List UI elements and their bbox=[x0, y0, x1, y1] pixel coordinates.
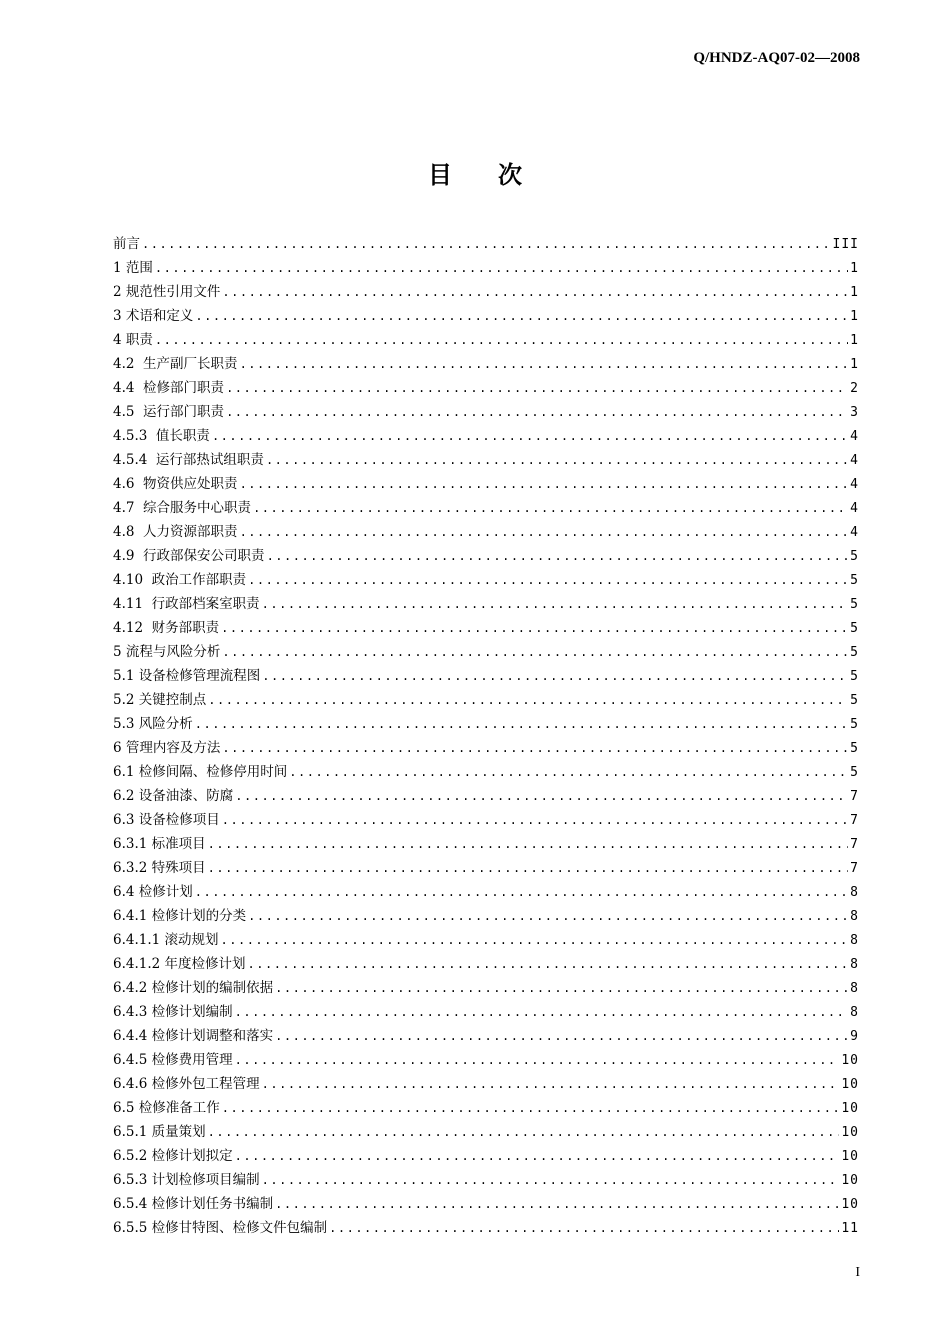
toc-entry-label: 5.3 风险分析 bbox=[113, 716, 193, 732]
toc-entry[interactable] bbox=[113, 616, 859, 640]
toc-leader-dots bbox=[235, 1144, 840, 1168]
toc-entry-page: 1 bbox=[850, 333, 859, 348]
toc-entry-page: 7 bbox=[850, 813, 859, 828]
toc-entry-label: 6.3 设备检修项目 bbox=[113, 812, 220, 828]
toc-entry[interactable] bbox=[113, 328, 859, 352]
toc-entry-page: 5 bbox=[850, 741, 859, 756]
toc-entry[interactable] bbox=[113, 1216, 859, 1240]
toc-entry[interactable] bbox=[113, 568, 859, 592]
toc-entry[interactable] bbox=[113, 1096, 859, 1120]
toc-entry-label: 6.4.3 检修计划编制 bbox=[113, 1004, 233, 1020]
toc-leader-dots bbox=[222, 808, 848, 832]
toc-entry-page: 5 bbox=[850, 669, 859, 684]
toc-entry[interactable] bbox=[113, 1168, 859, 1192]
toc-entry-label: 6.1 检修间隔、检修停用时间 bbox=[113, 764, 288, 780]
toc-leader-dots bbox=[212, 424, 848, 448]
toc-entry[interactable] bbox=[113, 352, 859, 376]
toc-entry[interactable] bbox=[113, 832, 859, 856]
toc-entry-page: 10 bbox=[841, 1197, 859, 1212]
toc-entry-label: 6.4.1 检修计划的分类 bbox=[113, 908, 247, 924]
toc-leader-dots bbox=[208, 832, 849, 856]
toc-entry-label: 6 管理内容及方法 bbox=[113, 740, 221, 756]
toc-entry-label: 6.3.1 标准项目 bbox=[113, 836, 206, 852]
toc-entry-label: 4.2 生产副厂长职责 bbox=[113, 356, 238, 372]
toc-entry-label: 4.7 综合服务中心职责 bbox=[113, 500, 252, 516]
toc-entry-page: 10 bbox=[841, 1053, 859, 1068]
toc-leader-dots bbox=[240, 352, 849, 376]
toc-entry-label: 4.10 政治工作部职责 bbox=[113, 572, 247, 588]
toc-entry-label: 4.5 运行部门职责 bbox=[113, 404, 225, 420]
toc-leader-dots bbox=[267, 544, 849, 568]
toc-entry-label: 5 流程与风险分析 bbox=[113, 644, 221, 660]
toc-leader-dots bbox=[226, 376, 848, 400]
toc-entry-label: 6.5.5 检修甘特图、检修文件包编制 bbox=[113, 1220, 328, 1236]
toc-entry-page: 10 bbox=[841, 1101, 859, 1116]
toc-entry[interactable] bbox=[113, 520, 859, 544]
toc-entry-page: 7 bbox=[850, 837, 859, 852]
toc-entry[interactable] bbox=[113, 952, 859, 976]
toc-entry-label: 前言 bbox=[113, 236, 140, 252]
toc-entry-label: 6.4.1.1 滚动规划 bbox=[113, 932, 219, 948]
toc-leader-dots bbox=[222, 280, 848, 304]
toc-entry[interactable] bbox=[113, 304, 859, 328]
toc-entry-label: 6.4 检修计划 bbox=[113, 884, 193, 900]
toc-entry-page: 5 bbox=[850, 597, 859, 612]
toc-leader-dots bbox=[221, 928, 849, 952]
toc-entry-label: 4.4 检修部门职责 bbox=[113, 380, 225, 396]
toc-entry-page: 1 bbox=[850, 357, 859, 372]
toc-entry-page: 4 bbox=[850, 525, 859, 540]
toc-entry-label: 6.5.1 质量策划 bbox=[113, 1124, 206, 1140]
toc-leader-dots bbox=[253, 496, 848, 520]
toc-entry-label: 2 规范性引用文件 bbox=[113, 284, 221, 300]
toc-entry[interactable] bbox=[113, 904, 859, 928]
toc-leader-dots bbox=[262, 1168, 840, 1192]
toc-entry[interactable] bbox=[113, 496, 859, 520]
toc-entry[interactable] bbox=[113, 736, 859, 760]
toc-entry[interactable] bbox=[113, 376, 859, 400]
toc-entry[interactable] bbox=[113, 880, 859, 904]
toc-entry-label: 6.5.3 计划检修项目编制 bbox=[113, 1172, 260, 1188]
table-of-contents bbox=[113, 232, 859, 1240]
toc-entry-page: 4 bbox=[850, 429, 859, 444]
toc-leader-dots bbox=[208, 688, 848, 712]
toc-entry[interactable] bbox=[113, 592, 859, 616]
toc-entry-page: 9 bbox=[850, 1029, 859, 1044]
toc-leader-dots bbox=[262, 592, 849, 616]
toc-entry-page: 8 bbox=[850, 885, 859, 900]
toc-entry-label: 6.4.2 检修计划的编制依据 bbox=[113, 980, 274, 996]
toc-entry-page: 3 bbox=[850, 405, 859, 420]
toc-leader-dots bbox=[195, 880, 848, 904]
toc-entry-label: 4.5.4 运行部热试组职责 bbox=[113, 452, 264, 468]
toc-entry[interactable] bbox=[113, 664, 859, 688]
toc-entry[interactable] bbox=[113, 1024, 859, 1048]
toc-entry-page: 1 bbox=[850, 261, 859, 276]
toc-entry-label: 6.4.4 检修计划调整和落实 bbox=[113, 1028, 274, 1044]
toc-entry[interactable] bbox=[113, 808, 859, 832]
toc-entry[interactable] bbox=[113, 232, 859, 256]
toc-entry[interactable] bbox=[113, 1048, 859, 1072]
toc-leader-dots bbox=[266, 448, 848, 472]
toc-entry[interactable] bbox=[113, 1192, 859, 1216]
toc-leader-dots bbox=[275, 976, 848, 1000]
toc-leader-dots bbox=[275, 1192, 839, 1216]
toc-entry[interactable] bbox=[113, 472, 859, 496]
toc-entry[interactable] bbox=[113, 1072, 859, 1096]
toc-entry-page: 10 bbox=[841, 1173, 859, 1188]
toc-leader-dots bbox=[240, 472, 849, 496]
toc-entry-label: 6.5 检修准备工作 bbox=[113, 1100, 220, 1116]
toc-entry-label: 6.4.1.2 年度检修计划 bbox=[113, 956, 246, 972]
toc-entry-page: 2 bbox=[850, 381, 859, 396]
toc-entry[interactable] bbox=[113, 1144, 859, 1168]
toc-entry[interactable] bbox=[113, 1120, 859, 1144]
toc-leader-dots bbox=[221, 616, 848, 640]
toc-entry[interactable] bbox=[113, 400, 859, 424]
toc-leader-dots bbox=[222, 736, 848, 760]
toc-leader-dots bbox=[248, 904, 848, 928]
document-code: Q/HNDZ-AQ07-02—2008 bbox=[693, 50, 860, 66]
toc-entry-page: 8 bbox=[850, 981, 859, 996]
toc-entry-page: 4 bbox=[850, 477, 859, 492]
toc-entry-page: 1 bbox=[850, 309, 859, 324]
toc-entry-label: 4.5.3 值长职责 bbox=[113, 428, 210, 444]
toc-leader-dots bbox=[208, 856, 849, 880]
toc-entry[interactable] bbox=[113, 784, 859, 808]
toc-entry[interactable] bbox=[113, 928, 859, 952]
toc-entry-page: 7 bbox=[850, 861, 859, 876]
toc-leader-dots bbox=[262, 1072, 840, 1096]
toc-entry-page: III bbox=[832, 237, 859, 252]
toc-entry-page: 5 bbox=[850, 573, 859, 588]
toc-entry-page: 10 bbox=[841, 1149, 859, 1164]
toc-leader-dots bbox=[289, 760, 848, 784]
toc-entry-page: 8 bbox=[850, 933, 859, 948]
toc-entry-label: 1 范围 bbox=[113, 260, 153, 276]
toc-entry-page: 10 bbox=[841, 1125, 859, 1140]
toc-entry-page: 5 bbox=[850, 621, 859, 636]
toc-entry[interactable] bbox=[113, 760, 859, 784]
toc-leader-dots bbox=[142, 232, 831, 256]
toc-entry-label: 4.11 行政部档案室职责 bbox=[113, 596, 260, 612]
toc-leader-dots bbox=[226, 400, 848, 424]
toc-leader-dots bbox=[222, 640, 848, 664]
toc-entry-page: 8 bbox=[850, 957, 859, 972]
toc-entry-page: 5 bbox=[850, 549, 859, 564]
toc-entry[interactable] bbox=[113, 688, 859, 712]
toc-entry-page: 7 bbox=[850, 789, 859, 804]
toc-entry[interactable] bbox=[113, 256, 859, 280]
toc-leader-dots bbox=[195, 304, 848, 328]
toc-entry-label: 6.2 设备油漆、防腐 bbox=[113, 788, 234, 804]
toc-entry-page: 8 bbox=[850, 909, 859, 924]
toc-entry-page: 4 bbox=[850, 501, 859, 516]
toc-entry-page: 1 bbox=[850, 285, 859, 300]
toc-entry-page: 10 bbox=[841, 1077, 859, 1092]
toc-leader-dots bbox=[195, 712, 848, 736]
toc-entry-page: 5 bbox=[850, 693, 859, 708]
toc-entry-page: 11 bbox=[841, 1221, 859, 1236]
toc-leader-dots bbox=[235, 784, 848, 808]
toc-entry-label: 4 职责 bbox=[113, 332, 153, 348]
toc-leader-dots bbox=[248, 952, 849, 976]
toc-leader-dots bbox=[155, 328, 848, 352]
toc-entry[interactable] bbox=[113, 424, 859, 448]
toc-entry[interactable] bbox=[113, 640, 859, 664]
toc-entry[interactable] bbox=[113, 1000, 859, 1024]
toc-entry-page: 5 bbox=[850, 645, 859, 660]
toc-entry[interactable] bbox=[113, 544, 859, 568]
toc-entry-label: 4.8 人力资源部职责 bbox=[113, 524, 238, 540]
toc-entry-page: 5 bbox=[850, 765, 859, 780]
toc-entry-label: 6.4.6 检修外包工程管理 bbox=[113, 1076, 260, 1092]
toc-leader-dots bbox=[248, 568, 848, 592]
toc-leader-dots bbox=[275, 1024, 848, 1048]
toc-entry-label: 6.4.5 检修费用管理 bbox=[113, 1052, 233, 1068]
toc-leader-dots bbox=[208, 1120, 840, 1144]
toc-entry-label: 6.3.2 特殊项目 bbox=[113, 860, 206, 876]
toc-leader-dots bbox=[155, 256, 848, 280]
toc-entry-label: 5.1 设备检修管理流程图 bbox=[113, 668, 261, 684]
toc-entry-label: 6.5.2 检修计划拟定 bbox=[113, 1148, 233, 1164]
toc-entry-label: 3 术语和定义 bbox=[113, 308, 194, 324]
toc-entry-page: 4 bbox=[850, 453, 859, 468]
toc-entry-label: 4.12 财务部职责 bbox=[113, 620, 220, 636]
toc-entry[interactable] bbox=[113, 448, 859, 472]
toc-entry-page: 5 bbox=[850, 717, 859, 732]
toc-leader-dots bbox=[240, 520, 849, 544]
toc-entry[interactable] bbox=[113, 712, 859, 736]
toc-entry-label: 6.5.4 检修计划任务书编制 bbox=[113, 1196, 274, 1212]
toc-entry-label: 4.6 物资供应处职责 bbox=[113, 476, 238, 492]
toc-leader-dots bbox=[235, 1048, 840, 1072]
toc-entry-page: 8 bbox=[850, 1005, 859, 1020]
page-number: I bbox=[855, 1265, 860, 1280]
page-title: 目次 bbox=[428, 161, 568, 189]
toc-leader-dots bbox=[235, 1000, 849, 1024]
toc-leader-dots bbox=[222, 1096, 840, 1120]
toc-entry[interactable] bbox=[113, 280, 859, 304]
toc-leader-dots bbox=[329, 1216, 839, 1240]
toc-leader-dots bbox=[262, 664, 848, 688]
toc-entry-label: 4.9 行政部保安公司职责 bbox=[113, 548, 265, 564]
toc-entry[interactable] bbox=[113, 856, 859, 880]
toc-entry-label: 5.2 关键控制点 bbox=[113, 692, 207, 708]
toc-entry[interactable] bbox=[113, 976, 859, 1000]
